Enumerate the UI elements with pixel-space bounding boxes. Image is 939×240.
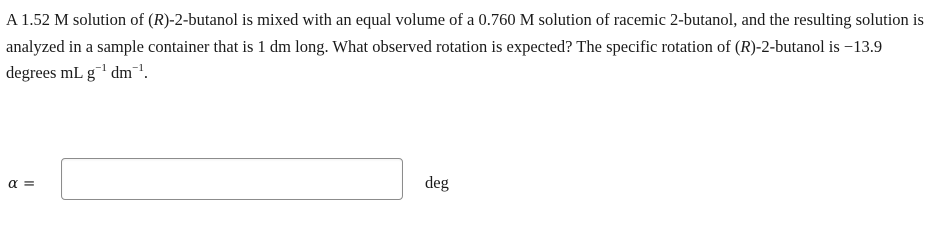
- stereo-descriptor: R: [153, 10, 164, 29]
- unit-label: deg: [425, 173, 449, 192]
- question-part: A 1.52 M solution of (: [6, 10, 154, 29]
- question-text: [6, 7, 936, 89]
- equals-sign: =: [18, 174, 36, 192]
- alpha-symbol: α: [8, 174, 19, 192]
- stereo-descriptor: R: [740, 36, 751, 56]
- answer-label: [8, 172, 35, 194]
- exponent: −1: [132, 62, 144, 74]
- question-part: .: [143, 63, 148, 82]
- answer-input[interactable]: [61, 158, 403, 200]
- question-part: dm: [106, 63, 133, 82]
- question-part: )-2-butanol is −13.9 degrees mL g: [6, 36, 883, 82]
- question-part: )-2-butanol is mixed with an equal volume of a 0.760 M solution of racemic 2-butanol, and the resulting solution is analyzed in a sample container that is 1 dm long. What observed rotation is expected? The specific rotation of (: [6, 10, 924, 56]
- exponent: −1: [95, 62, 107, 74]
